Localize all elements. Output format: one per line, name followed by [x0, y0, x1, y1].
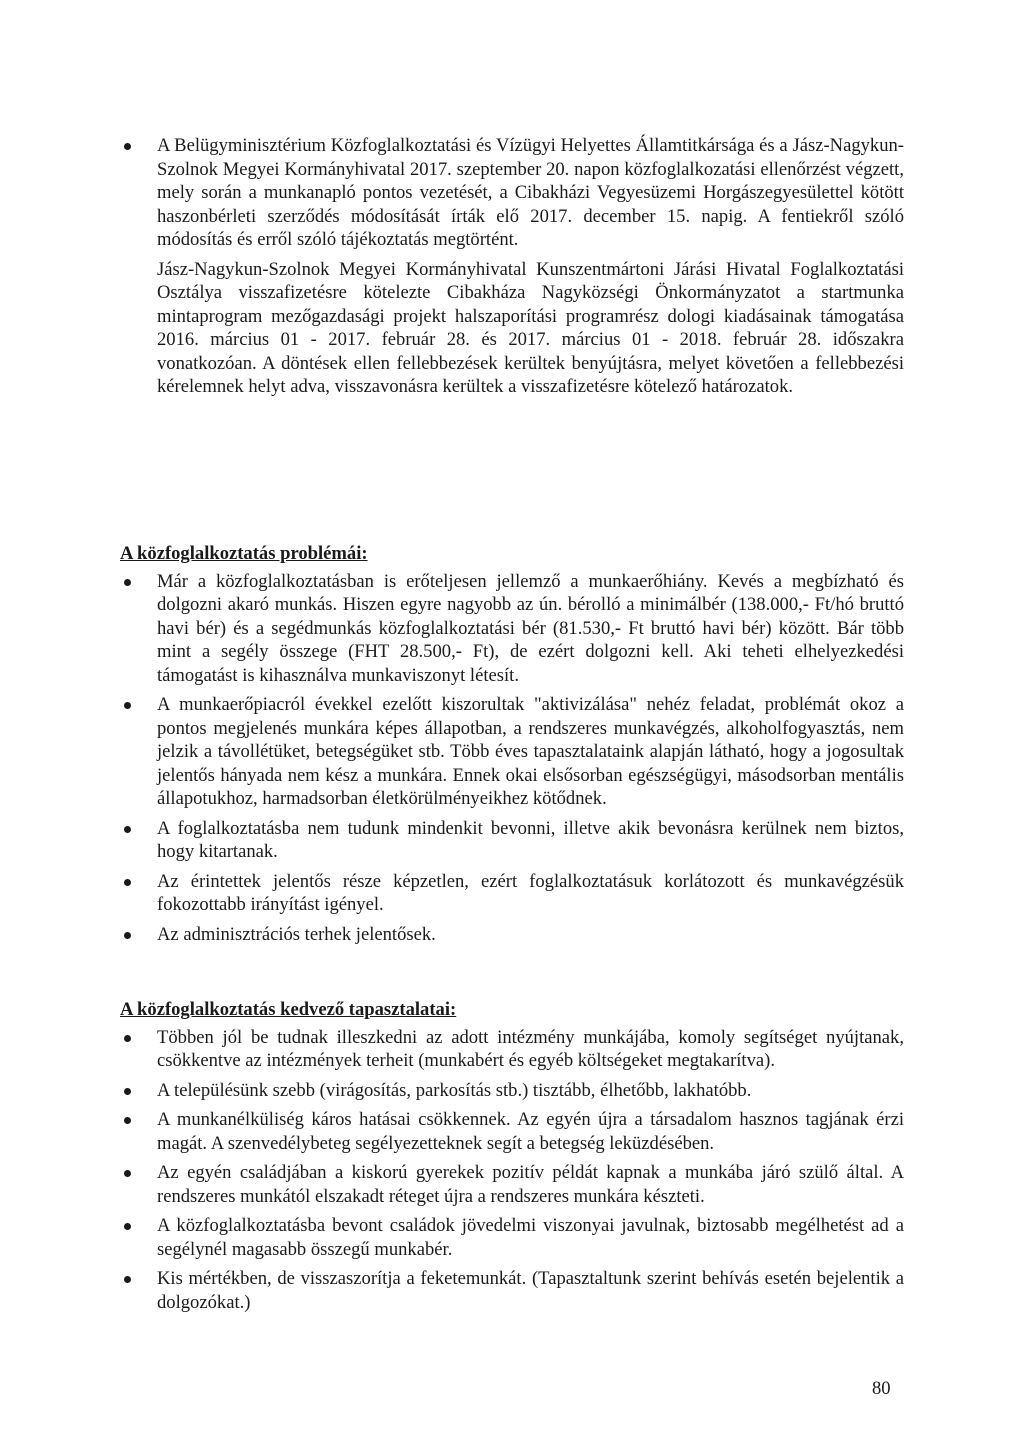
- experience-item-text: Többen jól be tudnak illeszkedni az adott intézmény munkájába, komoly segítséget nyújtanak, csökkentve az intézmények terheit (munkabért és egyéb költségeket megtakarítva).: [157, 1026, 904, 1071]
- list-item: [120, 1079, 904, 1103]
- bullet-icon: [124, 1223, 131, 1230]
- list-item: [120, 693, 904, 811]
- list-item: [120, 134, 904, 252]
- bullet-icon: [124, 702, 131, 709]
- experience-item-text: A közfoglalkoztatásba bevont családok jövedelmi viszonyai javulnak, biztosabb megélhetést ad a segélynél magasabb összegű munkabér.: [157, 1215, 904, 1260]
- experiences-section: [120, 998, 904, 1320]
- problem-item-text: A munkaerőpiacról évekkel ezelőtt kiszorultak "aktivizálása" nehéz feladat, problémát okoz a pontos megjelenés munkára képes állapotban, a rendszeres munkavégzés, alkoholfogyasztás, nem jelzik a távollétüket, betegségüket stb. Több éves tapasztalataink alapján látható, hogy a jogosultak jelentős hányada nem kész a munkára. Ennek okai elsősorban egészségügyi, másodsorban mentális állapotukhoz, harmadsorban életkörülményeikhez kötődnek.: [157, 694, 904, 809]
- problem-item-text: Az adminisztrációs terhek jelentősek.: [157, 923, 436, 945]
- list-item: [120, 1161, 904, 1208]
- bullet-icon: [124, 1170, 131, 1177]
- intro-list: [120, 134, 904, 252]
- experiences-list: [120, 1026, 904, 1315]
- bullet-icon: [124, 1035, 131, 1042]
- experience-item-text: Kis mértékben, de visszaszorítja a feketemunkát. (Tapasztaltunk szerint behívás esetén bejelentik a dolgozókat.): [157, 1268, 904, 1313]
- problems-heading: A közfoglalkoztatás problémái:: [120, 543, 368, 564]
- experience-item-text: A munkanélküliség káros hatásai csökkennek. Az egyén újra a társadalom hasznos tagjának érzi magát. A szenvedélybeteg segélyezetteknek segít a betegség leküzdésében.: [157, 1109, 904, 1154]
- experience-item-text: Az egyén családjában a kiskorú gyerekek pozitív példát kapnak a munkába járó szülő által. A rendszeres munkától elszakadt réteget újra a rendszeres munkára készteti.: [157, 1162, 904, 1207]
- list-item: [120, 1108, 904, 1155]
- bullet-icon: [124, 1276, 131, 1283]
- list-item: [120, 870, 904, 917]
- experiences-heading: A közfoglalkoztatás kedvező tapasztalatai:: [120, 999, 457, 1020]
- intro-continuation-paragraph: Jász-Nagykun-Szolnok Megyei Kormányhivatal Kunszentmártoni Járási Hivatal Foglalkoztatási Osztálya visszafizetésre kötelezte Cibakháza Nagyközségi Önkormányzatot a startmunka mintaprogram mezőgazdasági projekt halszaporítási programrész dologi kiadásainak támogatása 2016. március 01 - 2017. február 28. és 2017. március 01 - 2018. február 28. időszakra vonatkozóan. A döntések ellen fellebbezések kerültek benyújtásra, melyet követően a fellebbezési kérelemnek helyt adva, visszavonásra kerültek a visszafizetésre kötelező határozatok.: [157, 258, 904, 397]
- bullet-icon: [124, 1088, 131, 1095]
- list-item: [120, 1214, 904, 1261]
- intro-section: [120, 134, 904, 399]
- problems-list: [120, 570, 904, 947]
- bullet-icon: [124, 1117, 131, 1124]
- problem-item-text: Már a közfoglalkoztatásban is erőteljesen jellemző a munkaerőhiány. Kevés a megbízható és dolgozni akaró munkás. Hiszen egyre nagyobb az ún. bérolló a minimálbér (138.000,- Ft/hó bruttó havi bér) és a segédmunkás közfoglalkoztatási bér (81.530,- Ft bruttó havi bér) között. Bár több mint a segély összege (FHT 28.500,- Ft), de ezért dolgozni kell. Aki teheti elhelyezkedési támogatást is kihasználva munkaviszonyt létesít.: [157, 570, 904, 686]
- page-number: 80: [872, 1378, 891, 1399]
- problem-item-text: A foglalkoztatásba nem tudunk mindenkit bevonni, illetve akik bevonásra kerülnek nem biztos, hogy kitartanak.: [157, 817, 904, 862]
- bullet-icon: [124, 932, 131, 939]
- list-item: [120, 923, 904, 947]
- experience-item-text: A településünk szebb (virágosítás, parkosítás stb.) tisztább, élhetőbb, lakhatóbb.: [157, 1079, 752, 1101]
- problem-item-text: Az érintettek jelentős része képzetlen, ezért foglalkoztatásuk korlátozott és munkavégzésük fokozottabb irányítást igényel.: [157, 870, 904, 915]
- list-item: [120, 570, 904, 688]
- bullet-icon: [124, 826, 131, 833]
- intro-bullet-text: A Belügyminisztérium Közfoglalkoztatási és Vízügyi Helyettes Államtitkársága és a Jász-Nagykun-Szolnok Megyei Kormányhivatal 2017. szeptember 20. napon közfoglalkozatási ellenőrzést végzett, mely során a munkanapló pontos vezetését, a Cibakházi Vegyesüzemi Horgászegyesülettel kötött haszonbérleti szerződés módosítását írták elő 2017. december 15. napig. A fentiekről szóló módosítás és erről szóló tájékoztatás megtörtént.: [157, 135, 904, 250]
- bullet-icon: [124, 879, 131, 886]
- list-item: [120, 1267, 904, 1314]
- bullet-icon: [124, 579, 131, 586]
- list-item: [120, 1026, 904, 1073]
- bullet-icon: [124, 143, 131, 150]
- list-item: [120, 817, 904, 864]
- problems-section: [120, 542, 904, 952]
